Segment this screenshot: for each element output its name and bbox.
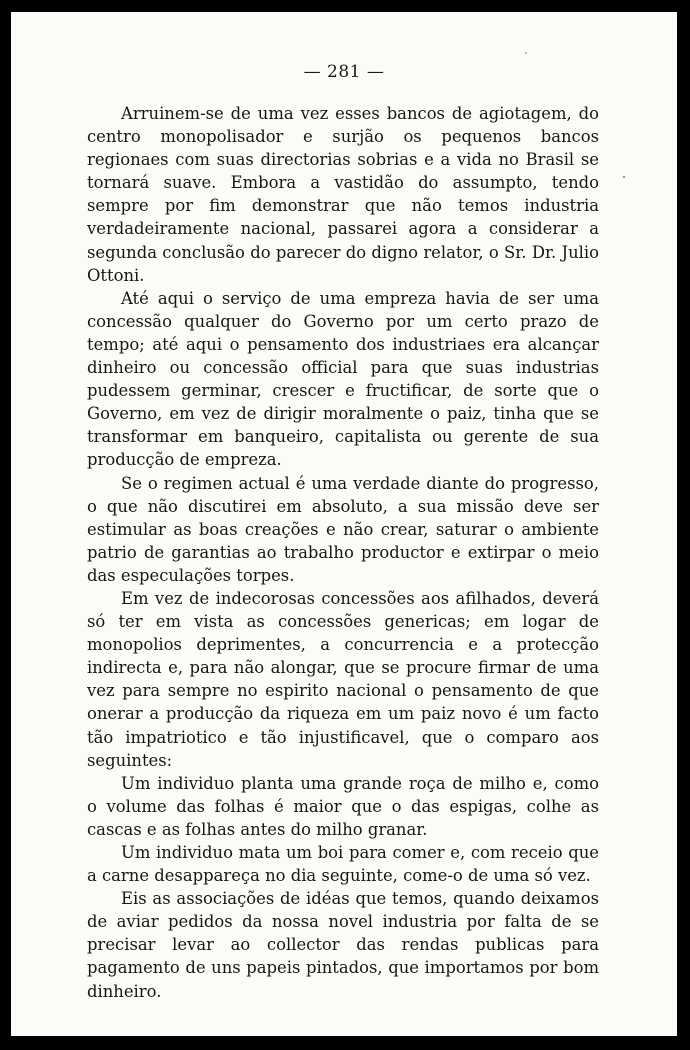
paragraph: Um individuo mata um boi para comer e, com receio que a carne desappareça no dia seguinte, come-o de uma só vez. — [87, 843, 599, 886]
body-text — [87, 102, 599, 1003]
paragraph: Um individuo planta uma grande roça de milho e, como o volume das folhas é maior que o das espigas, colhe as cascas e as folhas antes do milho granar. — [87, 773, 599, 839]
paragraph: Eis as associações de idéas que temos, quando deixamos de aviar pedidos da nossa novel industria por falta de se precisar levar ao collector das rendas publicas para pagamento de uns papeis pintados, que importamos por bom dinheiro. — [87, 889, 599, 1001]
paragraph: Arruinem-se de uma vez esses bancos de agiotagem, do centro monopolisador e surjão os pequenos bancos regionaes com suas directorias sobrias e a vida no Brasil se tornará suave. Embora a vastidão do assumpto, tendo sempre por fim demonstrar que não temos industria verdadeiramente nacional, passarei agora a considerar a segunda conclusão do parecer do digno relator, o Sr. Dr. Julio Ottoni. — [87, 104, 599, 285]
paper-speck — [525, 52, 527, 54]
paper-speck — [623, 176, 625, 178]
paragraph: Em vez de indecorosas concessões aos afilhados, deverá só ter em vista as concessões genericas; em logar de monopolios deprimentes, a concurrencia e a protecção indirecta e, para não alongar, que se procure firmar de uma vez para sempre no espirito nacional o pensamento de que onerar a producção da riqueza em um paiz novo é um facto tão impatriotico e tão injustificavel, que o comparo aos seguintes: — [87, 588, 599, 770]
paragraph: Até aqui o serviço de uma empreza havia de ser uma concessão qualquer do Governo por um certo prazo de tempo; até aqui o pensamento dos industriaes era alcançar dinheiro ou concessão official para que suas industrias pudessem germinar, crescer e fructificar, de sorte que o Governo, em vez de dirigir moralmente o paiz, tinha que se transformar em banqueiro, capitalista ou gerente de sua producção de empreza. — [87, 288, 599, 470]
page-number: — 281 — — [303, 62, 385, 82]
book-page — [11, 12, 677, 1036]
paragraph: Se o regimen actual é uma verdade diante do progresso, o que não discutirei em absoluto, a sua missão deve ser estimular as boas creações e não crear, saturar o ambiente patrio de garantias ao trabalho productor e extirpar o meio das especulações torpes. — [87, 473, 599, 585]
